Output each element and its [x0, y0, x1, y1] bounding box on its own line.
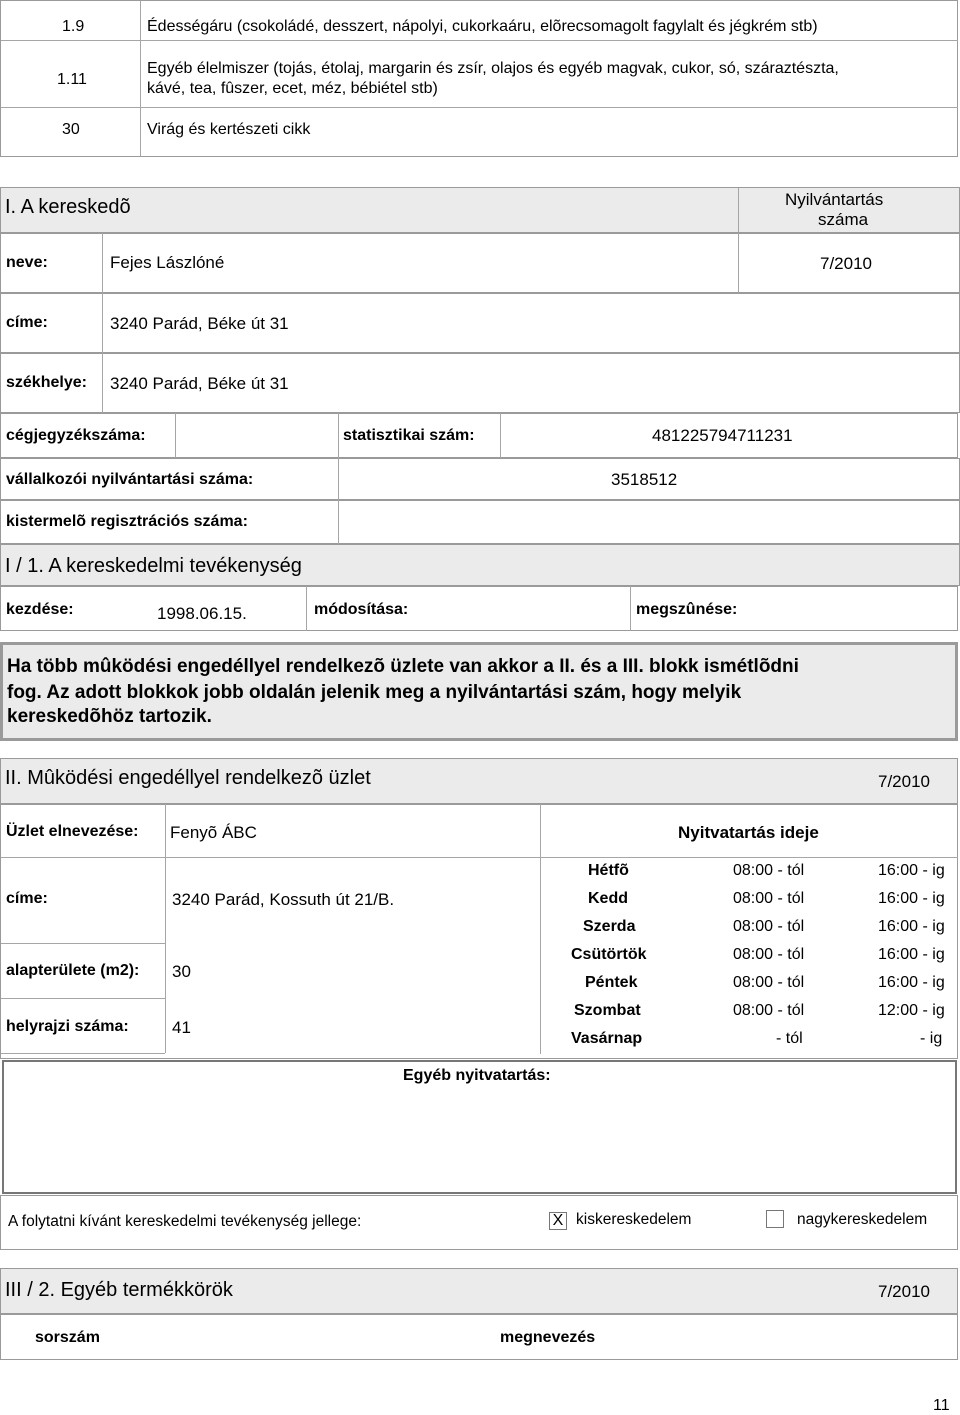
wholesale-checkbox[interactable] — [766, 1210, 784, 1228]
time-from: 08:00 - tól — [733, 974, 805, 991]
product-code: 1.11 — [57, 71, 87, 88]
time-to: 16:00 - ig — [878, 946, 945, 963]
entrepreneur-value: 3518512 — [611, 470, 678, 489]
time-to: 16:00 - ig — [878, 918, 945, 935]
company-reg-label: cégjegyzékszáma: — [6, 427, 146, 444]
stat-value: 481225794711231 — [652, 426, 793, 445]
time-from: 08:00 - tól — [733, 946, 805, 963]
wholesale-label: nagykereskedelem — [797, 1211, 928, 1228]
time-from: - tól — [776, 1030, 803, 1047]
product-name: kávé, tea, fûszer, ecet, méz, bébiétel stb) — [147, 80, 438, 97]
seat-value: 3240 Parád, Béke út 31 — [110, 374, 289, 393]
day-label: Péntek — [585, 974, 638, 991]
area-value: 30 — [172, 962, 191, 981]
lot-value: 41 — [172, 1018, 191, 1037]
start-label: kezdése: — [6, 601, 74, 618]
opening-hours-header: Nyitvatartás ideje — [678, 823, 819, 842]
shop-address-label: címe: — [6, 890, 48, 907]
other-hours-label: Egyéb nyitvatartás: — [403, 1067, 551, 1084]
time-from: 08:00 - tól — [733, 918, 805, 935]
name-value: Fejes Lászlóné — [110, 253, 225, 272]
trader-section-title: I. A kereskedõ — [5, 196, 131, 218]
day-label: Vasárnap — [571, 1030, 643, 1047]
time-to: 16:00 - ig — [878, 974, 945, 991]
area-label: alapterülete (m2): — [6, 962, 140, 979]
time-from: 08:00 - tól — [733, 1002, 805, 1019]
reg-number-header: Nyilvántartás — [785, 190, 884, 209]
product-name: Virág és kertészeti cikk — [147, 121, 311, 138]
day-label: Csütörtök — [571, 946, 647, 963]
notice-text: kereskedõhöz tartozik. — [7, 706, 212, 727]
time-from: 08:00 - tól — [733, 862, 805, 879]
time-to: 16:00 - ig — [878, 862, 945, 879]
page-number: 11 — [933, 1397, 950, 1414]
shop-section-title: II. Mûködési engedéllyel rendelkezõ üzlet — [5, 767, 371, 789]
retail-checkbox[interactable]: X — [549, 1212, 567, 1230]
end-label: megszûnése: — [636, 601, 738, 618]
seat-label: székhelye: — [6, 374, 87, 391]
stat-label: statisztikai szám: — [343, 427, 475, 444]
product-name: Egyéb élelmiszer (tojás, étolaj, margarin és zsír, olajos és egyéb magvak, cukor, só, száraztészta, — [147, 60, 839, 77]
activity-section-title: I / 1. A kereskedelmi tevékenység — [5, 555, 302, 577]
activity-nature-label: A folytatni kívánt kereskedelmi tevékenység jellege: — [8, 1213, 362, 1230]
lot-label: helyrajzi száma: — [6, 1018, 129, 1035]
shop-address-value: 3240 Parád, Kossuth út 21/B. — [172, 890, 395, 909]
entrepreneur-label: vállalkozói nyilvántartási száma: — [6, 471, 254, 488]
time-to: - ig — [920, 1030, 943, 1047]
product-code: 30 — [62, 121, 80, 138]
notice-text: fog. Az adott blokkok jobb oldalán jelenik meg a nyilvántartási szám, hogy melyik — [7, 682, 742, 703]
shop-name-label: Üzlet elnevezése: — [6, 823, 139, 840]
address-value: 3240 Parád, Béke út 31 — [110, 314, 289, 333]
name-label: neve: — [6, 254, 48, 271]
product-name: Édességáru (csokoládé, desszert, nápolyi, cukorkaáru, elõrecsomagolt fagylalt és jégkrém stb) — [147, 18, 818, 35]
address-label: címe: — [6, 314, 48, 331]
other-products-columns — [0, 1314, 958, 1360]
time-to: 12:00 - ig — [878, 1002, 945, 1019]
reg-number-header: száma — [818, 210, 869, 229]
day-label: Szerda — [583, 918, 636, 935]
col-number: sorszám — [35, 1329, 100, 1346]
modified-label: módosítása: — [314, 601, 409, 618]
time-to: 16:00 - ig — [878, 890, 945, 907]
day-label: Hétfõ — [588, 862, 629, 879]
product-code: 1.9 — [62, 18, 85, 35]
smallholder-label: kistermelõ regisztrációs száma: — [6, 513, 248, 530]
activity-row — [0, 586, 958, 631]
col-name: megnevezés — [500, 1329, 596, 1346]
day-label: Szombat — [574, 1002, 641, 1019]
retail-label: kiskereskedelem — [576, 1211, 692, 1228]
shop-name-value: Fenyõ ÁBC — [170, 823, 257, 842]
other-products-title: III / 2. Egyéb termékkörök — [5, 1279, 233, 1301]
notice-text: Ha több mûködési engedéllyel rendelkezõ üzlete van akkor a II. és a III. blokk ismétlõdni — [7, 656, 799, 677]
time-from: 08:00 - tól — [733, 890, 805, 907]
day-label: Kedd — [588, 890, 628, 907]
trader-reg-number: 7/2010 — [820, 254, 872, 273]
shop-reg-number: 7/2010 — [878, 772, 930, 791]
start-value: 1998.06.15. — [157, 604, 247, 623]
other-products-reg-number: 7/2010 — [878, 1282, 930, 1301]
